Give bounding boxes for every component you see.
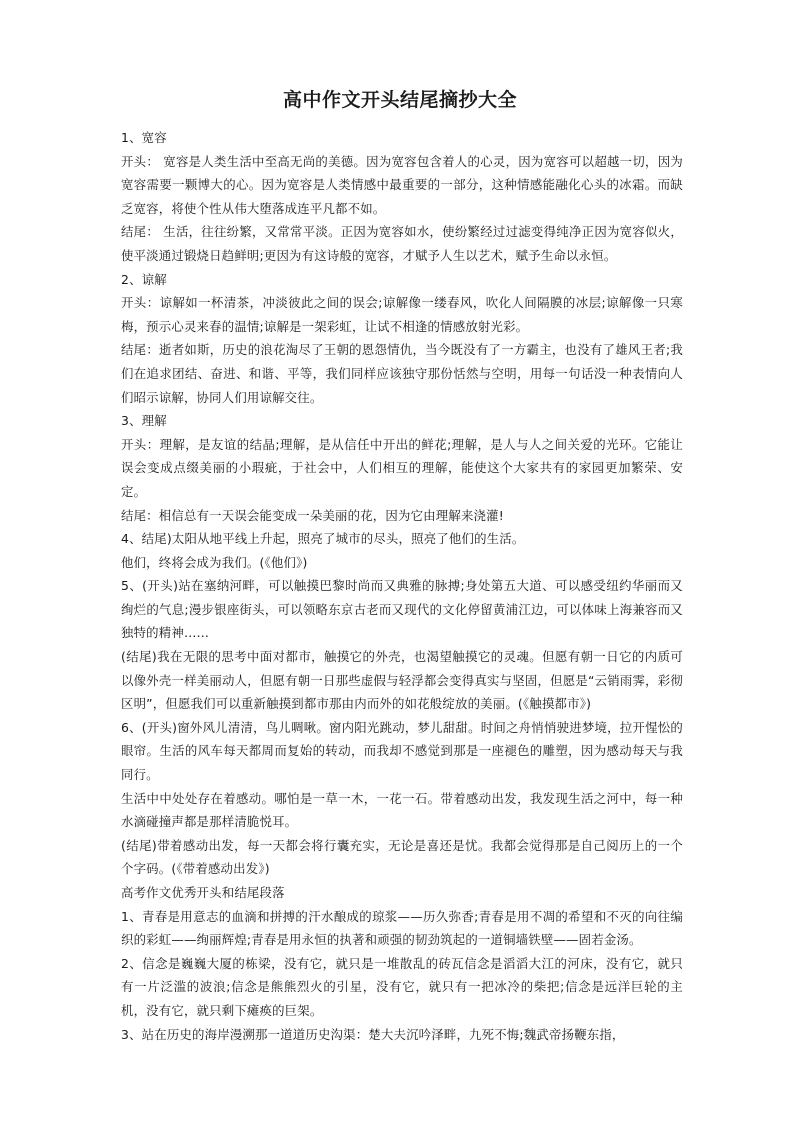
- section-heading-forgiveness: 2、谅解: [121, 271, 167, 287]
- paragraph: 开头：理解，是友谊的结晶;理解，是从信任中开出的鲜花;理解，是人与人之间关爱的光环。它能让误会变成点缀美丽的小瑕疵，于社会中，人们相互的理解，能使这个大家共有的家园更加繁荣、安定。: [121, 436, 683, 499]
- document-title: 高中作文开头结尾摘抄大全: [282, 89, 517, 111]
- paragraph: 开头：谅解如一杯清茶，冲淡彼此之间的误会;谅解像一缕春风，吹化人间隔膜的冰层;谅解像一只寒梅，预示心灵来春的温情;谅解是一架彩虹，让试不相逢的情感放射光彩。: [121, 295, 683, 334]
- paragraph: 他们，终将会成为我们。(《他们》): [121, 554, 308, 570]
- section-heading-understanding: 3、理解: [121, 413, 167, 429]
- paragraph: 5、(开头)站在塞纳河畔，可以触摸巴黎时尚而又典雅的脉搏;身处第五大道、可以感受纽约华丽而又绚烂的气息;漫步银座街头，可以领略东京古老而又现代的文化停留黄浦江边，可以体味上海兼容而又独特的精神……: [121, 578, 683, 641]
- paragraph: 生活中中处处存在着感动。哪怕是一草一木，一花一石。带着感动出发，我发现生活之河中，每一种水滴碰撞声都是那样清脆悦耳。: [121, 790, 683, 830]
- section-heading-tolerance: 1、宽容: [121, 130, 167, 145]
- paragraph: (结尾)我在无限的思考中面对都市，触摸它的外壳，也渴望触摸它的灵魂。但愿有朝一日它的内质可以像外壳一样美丽动人，但愿有朝一日那些虚假与轻浮都会变得真实与坚固，但愿是“云销雨霁，彩彻区明”，但愿我们可以重新触摸到都市那由内而外的如花般绽放的美丽。(《触摸都市》): [121, 649, 683, 712]
- section-heading-gaokao: 高考作文优秀开头和结尾段落: [121, 885, 285, 900]
- paragraph: (结尾)带着感动出发，每一天都会将行囊充实，无论是喜还是忧。我都会觉得那是自己阅历上的一个个字码。(《带着感动出发》): [121, 837, 683, 877]
- document-body: [121, 126, 683, 1046]
- paragraph: 3、站在历史的海岸漫溯那一道道历史沟渠：楚大夫沉吟泽畔，九死不悔;魏武帝扬鞭东指，: [121, 1026, 625, 1042]
- paragraph: 开头： 宽容是人类生活中至高无尚的美德。因为宽容包含着人的心灵，因为宽容可以超越一切，因为宽容需要一颗博大的心。因为宽容是人类情感中最重要的一部分，这种情感能融化心头的冰霜。而缺乏宽容，将使个性从伟大堕落成连平凡都不如。: [121, 153, 683, 216]
- paragraph: 6、(开头)窗外风儿清清，鸟儿啁啾。窗内阳光跳动，梦儿甜甜。时间之舟悄悄驶进梦境，拉开惺忪的眼帘。生活的风车每天都周而复始的转动，而我却不感觉到那是一座褪色的雕塑，因为感动每天与我同行。: [121, 719, 683, 783]
- paragraph: 结尾：逝者如斯，历史的浪花淘尽了王朝的恩怨情仇，当今既没有了一方霸主，也没有了雄风王者;我们在追求团结、奋进、和谐、平等，我们同样应该独守那份恬然与空明，用每一句话没一种表情向人们昭示谅解，协同人们用谅解交往。: [121, 342, 683, 405]
- paragraph: 1、青春是用意志的血滴和拼搏的汗水酿成的琼浆——历久弥香;青春是用不凋的希望和不灭的向往编织的彩虹——绚丽辉煌;青春是用永恒的执著和顽强的韧劲筑起的一道铜墙铁壁——固若金汤。: [121, 908, 683, 948]
- paragraph: 结尾： 生活，往往纷繁，又常常平淡。正因为宽容如水，使纷繁经过过滤变得纯净正因为宽容似火，使平淡通过锻烧日趋鲜明;更因为有这诗般的宽容，才赋予人生以艺术，赋予生命以永恒。: [121, 224, 683, 263]
- paragraph: 2、信念是巍巍大厦的栋梁，没有它，就只是一堆散乱的砖瓦信念是滔滔大江的河床，没有它，就只有一片泛滥的波浪;信念是熊熊烈火的引星，没有它，就只有一把冰冷的柴把;信念是远洋巨轮的主机，没有它，就只剩下瘫痪的巨架。: [121, 955, 683, 1018]
- paragraph: 结尾：相信总有一天误会能变成一朵美丽的花，因为它由理解来浇灌!: [121, 507, 504, 523]
- paragraph: 4、结尾)太阳从地平线上升起，照亮了城市的尽头，照亮了他们的生活。: [121, 531, 525, 547]
